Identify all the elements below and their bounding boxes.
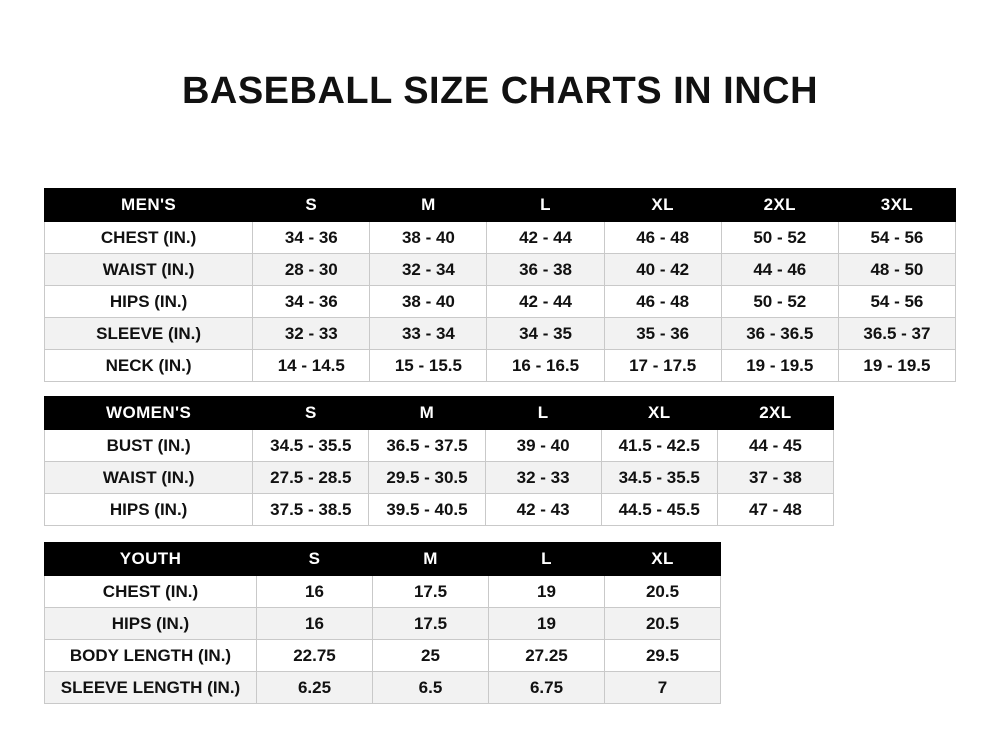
column-header: L <box>489 543 605 576</box>
table-row <box>45 318 956 350</box>
table-cell: 40 - 42 <box>604 254 721 286</box>
page-title: BASEBALL SIZE CHARTS IN INCH <box>181 70 819 112</box>
table-cell: 15 - 15.5 <box>370 350 487 382</box>
row-label: CHEST (IN.) <box>45 222 253 254</box>
column-header: L <box>485 397 601 430</box>
table-cell: 50 - 52 <box>721 222 838 254</box>
row-label: SLEEVE LENGTH (IN.) <box>45 672 257 704</box>
row-label: HIPS (IN.) <box>45 608 257 640</box>
table-cell: 32 - 34 <box>370 254 487 286</box>
table-cell: 22.75 <box>257 640 373 672</box>
table-cell: 36 - 38 <box>487 254 604 286</box>
table-cell: 17 - 17.5 <box>604 350 721 382</box>
womens-size-table <box>44 396 834 526</box>
column-header: 2XL <box>717 397 833 430</box>
table-cell: 44 - 45 <box>717 430 833 462</box>
column-header: YOUTH <box>45 543 257 576</box>
table-cell: 14 - 14.5 <box>253 350 370 382</box>
table-cell: 7 <box>605 672 721 704</box>
table-row <box>45 494 834 526</box>
table-cell: 6.5 <box>373 672 489 704</box>
table-cell: 6.25 <box>257 672 373 704</box>
row-label: SLEEVE (IN.) <box>45 318 253 350</box>
table-header-row <box>45 189 956 222</box>
table-cell: 46 - 48 <box>604 286 721 318</box>
table-cell: 19 - 19.5 <box>721 350 838 382</box>
table-cell: 44 - 46 <box>721 254 838 286</box>
table-cell: 33 - 34 <box>370 318 487 350</box>
table-cell: 34 - 36 <box>253 286 370 318</box>
table-cell: 37.5 - 38.5 <box>253 494 369 526</box>
table-cell: 50 - 52 <box>721 286 838 318</box>
table-row <box>45 640 721 672</box>
table-row <box>45 254 956 286</box>
table-cell: 42 - 43 <box>485 494 601 526</box>
table-cell: 16 <box>257 576 373 608</box>
column-header: MEN'S <box>45 189 253 222</box>
table-row <box>45 462 834 494</box>
table-row <box>45 672 721 704</box>
column-header: 2XL <box>721 189 838 222</box>
row-label: BODY LENGTH (IN.) <box>45 640 257 672</box>
table-cell: 28 - 30 <box>253 254 370 286</box>
table-cell: 54 - 56 <box>838 286 955 318</box>
table-header-row <box>45 397 834 430</box>
row-label: BUST (IN.) <box>45 430 253 462</box>
table-row <box>45 222 956 254</box>
table-cell: 36.5 - 37 <box>838 318 955 350</box>
table-cell: 17.5 <box>373 576 489 608</box>
table-cell: 34.5 - 35.5 <box>601 462 717 494</box>
table-cell: 36 - 36.5 <box>721 318 838 350</box>
table-cell: 34.5 - 35.5 <box>253 430 369 462</box>
table-cell: 42 - 44 <box>487 286 604 318</box>
column-header: L <box>487 189 604 222</box>
table-row <box>45 576 721 608</box>
table-cell: 35 - 36 <box>604 318 721 350</box>
table-row <box>45 430 834 462</box>
column-header: XL <box>601 397 717 430</box>
column-header: 3XL <box>838 189 955 222</box>
table-cell: 48 - 50 <box>838 254 955 286</box>
table-row <box>45 350 956 382</box>
column-header: XL <box>604 189 721 222</box>
row-label: HIPS (IN.) <box>45 494 253 526</box>
table-cell: 29.5 - 30.5 <box>369 462 485 494</box>
row-label: WAIST (IN.) <box>45 254 253 286</box>
row-label: WAIST (IN.) <box>45 462 253 494</box>
table-cell: 44.5 - 45.5 <box>601 494 717 526</box>
table-cell: 16 <box>257 608 373 640</box>
table-row <box>45 286 956 318</box>
table-cell: 39 - 40 <box>485 430 601 462</box>
table-header-row <box>45 543 721 576</box>
row-label: HIPS (IN.) <box>45 286 253 318</box>
column-header: S <box>253 397 369 430</box>
table-cell: 20.5 <box>605 608 721 640</box>
table-cell: 34 - 35 <box>487 318 604 350</box>
row-label: CHEST (IN.) <box>45 576 257 608</box>
table-cell: 38 - 40 <box>370 286 487 318</box>
column-header: S <box>257 543 373 576</box>
table-cell: 34 - 36 <box>253 222 370 254</box>
table-cell: 16 - 16.5 <box>487 350 604 382</box>
table-cell: 32 - 33 <box>253 318 370 350</box>
table-cell: 32 - 33 <box>485 462 601 494</box>
table-cell: 19 <box>489 576 605 608</box>
table-cell: 25 <box>373 640 489 672</box>
table-cell: 37 - 38 <box>717 462 833 494</box>
youth-size-table <box>44 542 721 704</box>
table-row <box>45 608 721 640</box>
table-cell: 46 - 48 <box>604 222 721 254</box>
table-cell: 27.5 - 28.5 <box>253 462 369 494</box>
row-label: NECK (IN.) <box>45 350 253 382</box>
column-header: M <box>373 543 489 576</box>
table-cell: 20.5 <box>605 576 721 608</box>
table-cell: 29.5 <box>605 640 721 672</box>
mens-size-table <box>44 188 956 382</box>
table-cell: 6.75 <box>489 672 605 704</box>
column-header: M <box>370 189 487 222</box>
table-cell: 27.25 <box>489 640 605 672</box>
table-cell: 47 - 48 <box>717 494 833 526</box>
column-header: WOMEN'S <box>45 397 253 430</box>
table-cell: 54 - 56 <box>838 222 955 254</box>
column-header: XL <box>605 543 721 576</box>
table-cell: 17.5 <box>373 608 489 640</box>
table-cell: 19 - 19.5 <box>838 350 955 382</box>
table-cell: 19 <box>489 608 605 640</box>
table-cell: 42 - 44 <box>487 222 604 254</box>
table-cell: 36.5 - 37.5 <box>369 430 485 462</box>
table-cell: 41.5 - 42.5 <box>601 430 717 462</box>
table-cell: 39.5 - 40.5 <box>369 494 485 526</box>
table-cell: 38 - 40 <box>370 222 487 254</box>
column-header: S <box>253 189 370 222</box>
column-header: M <box>369 397 485 430</box>
